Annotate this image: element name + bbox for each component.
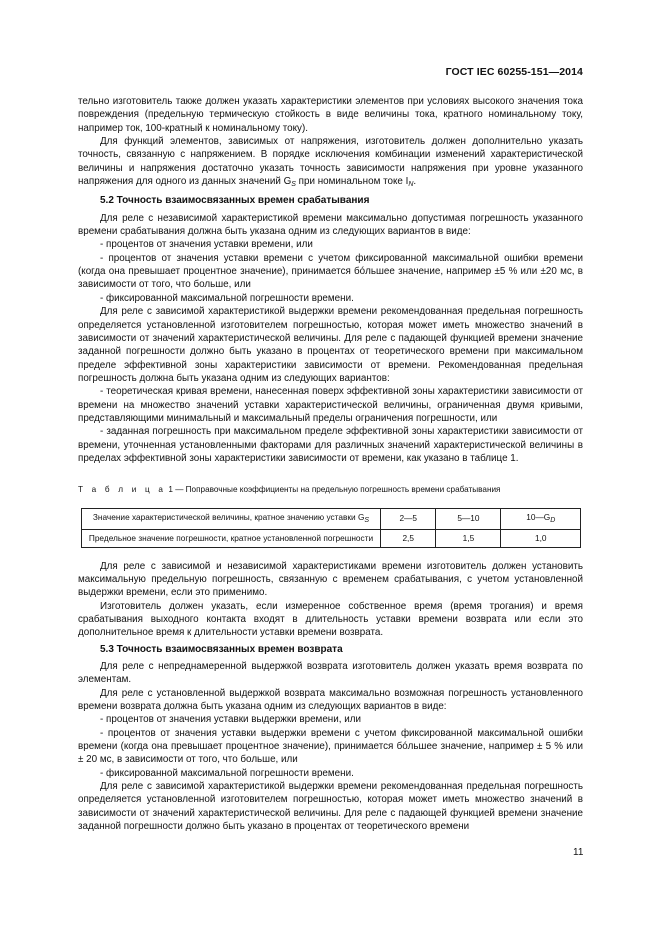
page-number: 11 bbox=[573, 847, 584, 858]
table-1-caption-prefix: Т а б л и ц а bbox=[78, 485, 167, 495]
table-cell-col2: 5—10 bbox=[436, 508, 501, 529]
s53-paragraph-2: Для реле с установленной выдержкой возврата максимально возможная погрешность установленного времени возврата должна быть указана одним из следующих вариантов в виде: bbox=[78, 687, 583, 713]
s53-list-item-2: - процентов от значения уставки выдержки времени с учетом фиксированной максимальной ошибки времени (когда она превышает процентное значение), принимается бóльшее значение, например ± 5 % или ± 20 мс, в зависимости от того, что больше, или bbox=[78, 727, 583, 766]
table-cell-v2: 1,5 bbox=[436, 529, 501, 547]
table-row bbox=[82, 529, 581, 547]
after-table-paragraph-2: Изготовитель должен указать, если измеренное собственное время (время трогания) и время срабатывания выходного контакта входят в длительность уставки времени возврата или если это дополнительное время к длительности уставки времени возврата. bbox=[78, 600, 583, 639]
document-header: ГОСТ IEC 60255-151—2014 bbox=[445, 66, 583, 78]
section-5-3-heading: 5.3 Точность взаимосвязанных времен возврата bbox=[100, 643, 343, 655]
intro-p2-sub-n: N bbox=[408, 181, 414, 189]
table-cell-col1: 2—5 bbox=[381, 508, 436, 529]
table-row bbox=[82, 508, 581, 529]
s53-list-item-3: - фиксированной максимальной погрешности времени. bbox=[100, 767, 354, 779]
s52-list-item-3: - фиксированной максимальной погрешности времени. bbox=[100, 292, 354, 304]
table-cell-row2-label: Предельное значение погрешности, кратное установленной погрешности bbox=[82, 529, 381, 547]
s52-list-item-1: - процентов от значения уставки времени, или bbox=[100, 239, 313, 251]
s52-paragraph-1: Для реле с независимой характеристикой времени максимально допустимая погрешность указанного времени срабатывания должна быть указана одним из следующих вариантов в виде: bbox=[78, 212, 583, 238]
s52-list-item-2: - процентов от значения уставки времени с учетом фиксированной максимальной ошибки времени (когда она превышает процентное значение), принимается бóльшее значение, например ±5 % или ±20 мс, в зависимости от того, что больше, или bbox=[78, 252, 583, 291]
table-1-caption bbox=[78, 483, 583, 496]
table-cell-row1-label bbox=[82, 508, 381, 529]
s53-paragraph-3: Для реле с зависимой характеристикой выдержки времени рекомендованная предельная погрешность определяется установленной изготовителем погрешностью, которая может иметь множество значений в зависимости от значений характеристической величины. Для реле с падающей функцией времени значение заданной погрешности должно быть указано в процентах от теоретического времени bbox=[78, 781, 583, 833]
s52-paragraph-2: Для реле с зависимой характеристикой выдержки времени рекомендованная предельная погрешность определяется установленной изготовителем погрешностью, которая может иметь множество значений в зависимости от значений характеристической величины. Для реле с падающей функцией времени значение заданной погрешности должно быть указано в процентах от теоретического времени при максимальном пределе эффективной зоны характеристики зависимости от времени. Рекомендованная предельная погрешность должна быть указана одним из следующих вариантов: bbox=[78, 306, 583, 384]
s52-list-item-5: - заданная погрешность при максимальном пределе эффективной зоны характеристики зависимости от времени, уточненная установленными факторами для различных значений характеристической величины в пределах эффективной зоны характеристики зависимости от времени, как указано в таблице 1. bbox=[78, 426, 583, 464]
intro-p2-text-b: при номинальном токе I bbox=[295, 176, 409, 188]
intro-p2-sub-s: S bbox=[291, 181, 296, 189]
intro-paragraph-2 bbox=[78, 135, 583, 191]
table-cell-col3 bbox=[501, 508, 581, 529]
table-1-caption-text: 1 — Поправочные коэффициенты на предельную погрешность времени срабатывания bbox=[166, 485, 501, 495]
section-5-2-heading: 5.2 Точность взаимосвязанных времен срабатывания bbox=[100, 195, 370, 207]
table-cell-v3: 1,0 bbox=[501, 529, 581, 547]
s53-paragraph-1: Для реле с непреднамеренной выдержкой возврата изготовитель должен указать время возврата по элементам. bbox=[78, 661, 583, 686]
intro-paragraph-1: тельно изготовитель также должен указать характеристики элементов при условиях высокого значения тока повреждения (предельную термическую стойкость в виде величины тока, кратного номинальному току, например ток, 100-кратный к номинальному току). bbox=[78, 96, 583, 134]
intro-p2-text-a: Для функций элементов, зависимых от напряжения, изготовитель должен дополнительно указать точность, связанную с напряжением. В порядке исключения комбинации изменений характеристической величины и напряжения достаточно указать точность зависимости напряжения при уровне указанного напряжения для одного из данных значений G bbox=[78, 136, 583, 188]
row1-label-sub: S bbox=[364, 516, 370, 524]
row1-label-text: Значение характеристической величины, кратное значению уставки G bbox=[92, 511, 365, 522]
after-table-paragraph-1: Для реле с зависимой и независимой характеристиками времени изготовитель должен установить максимальную предельную погрешность, связанную с временем срабатывания, с учетом установленной выдержки времени, если это применимо. bbox=[78, 560, 583, 599]
col3-text: 10—G bbox=[526, 511, 551, 522]
document-body bbox=[78, 95, 583, 834]
col3-sub: D bbox=[550, 516, 556, 524]
table-cell-v1: 2,5 bbox=[381, 529, 436, 547]
table-1 bbox=[81, 508, 581, 548]
s52-list-item-4: - теоретическая кривая времени, нанесенная поверх эффективной зоны характеристики зависимости от времени на множество значений уставки характеристической величины, ограниченная двумя кривыми, представляющими минимальный и максимальный пределы ограничения погрешности, или bbox=[78, 386, 583, 424]
intro-p2-text-c: . bbox=[413, 176, 417, 188]
s53-list-item-1: - процентов от значения уставки выдержки времени, или bbox=[100, 714, 361, 726]
